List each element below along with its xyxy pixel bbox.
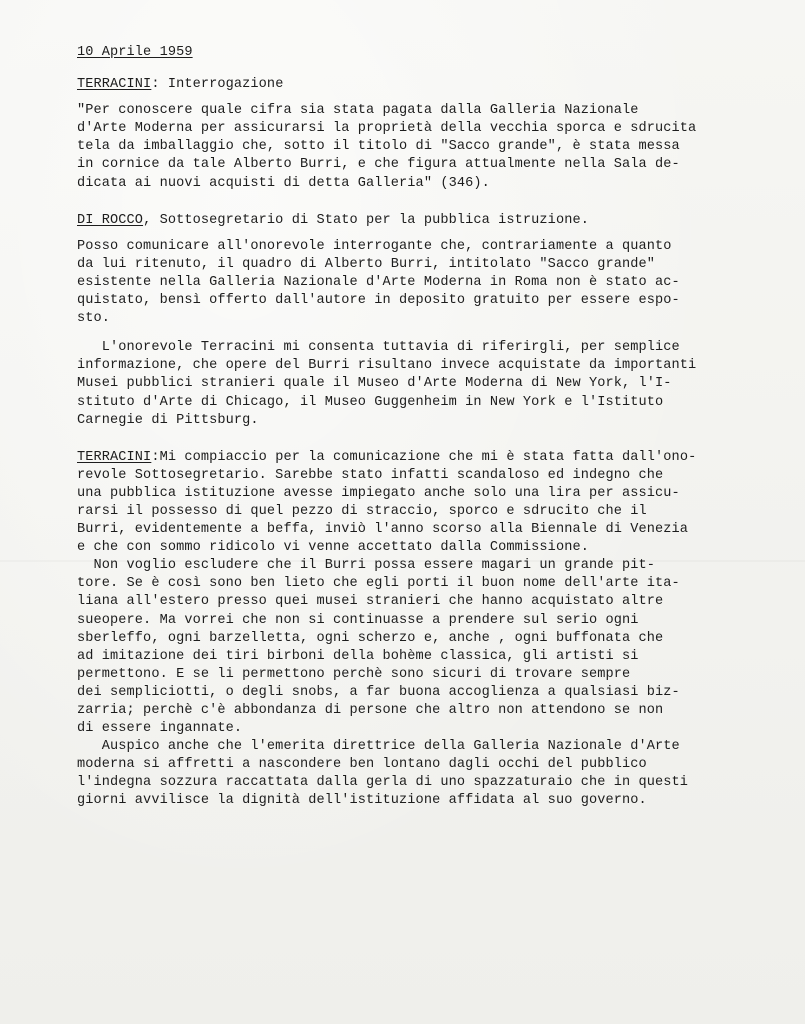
text-line: tore. Se è così sono ben lieto che egli porti il buon nome dell'arte ita- bbox=[77, 576, 680, 592]
text-line: sberleffo, ogni barzelletta, ogni scherzo e, anche , ogni buffonata che bbox=[77, 630, 664, 646]
text-line: revole Sottosegretario. Sarebbe stato infatti scandaloso ed indegno che bbox=[77, 467, 664, 483]
section3-body bbox=[77, 449, 789, 811]
text-line: "Per conoscere quale cifra sia stata pagata dalla Galleria Nazionale bbox=[77, 103, 639, 119]
heading-text: , Sottosegretario di Stato per la pubblica istruzione. bbox=[143, 212, 589, 228]
typewritten-text bbox=[77, 44, 789, 811]
text-line: sueopere. Ma vorrei che non si continuasse a prendere sul serio ogni bbox=[77, 612, 639, 628]
section1-body bbox=[77, 102, 789, 192]
text-line: in cornice da tale Alberto Burri, e che figura attualmente nella Sala de- bbox=[77, 157, 680, 173]
text-line: d'Arte Moderna per assicurarsi la proprietà della vecchia sporca e sdrucita bbox=[77, 121, 697, 137]
text-line: esistente nella Galleria Nazionale d'Arte Moderna in Roma non è stato ac- bbox=[77, 274, 680, 290]
section1-heading bbox=[77, 76, 789, 94]
text-line: Posso comunicare all'onorevole interrogante che, contrariamente a quanto bbox=[77, 238, 672, 254]
section2-heading bbox=[77, 212, 789, 230]
text-line: dicata ai nuovi acquisti di detta Galleria" (346). bbox=[77, 175, 490, 191]
text-line: permettono. E se li permettono perchè sono sicuri di trovare sempre bbox=[77, 666, 631, 682]
speaker-name: TERRACINI bbox=[77, 77, 152, 93]
text-line: Auspico anche che l'emerita direttrice della Galleria Nazionale d'Arte bbox=[77, 739, 680, 755]
text-line: L'onorevole Terracini mi consenta tuttavia di riferirgli, per semplice bbox=[77, 340, 680, 356]
text-line: dei sempliciotti, o degli snobs, a far buona accoglienza a qualsiasi biz- bbox=[77, 684, 680, 700]
speaker-name: DI ROCCO bbox=[77, 212, 144, 228]
text-line: stituto d'Arte di Chicago, il Museo Guggenheim in New York e l'Istituto bbox=[77, 394, 664, 410]
text-line: Carnegie di Pittsburg. bbox=[77, 412, 259, 428]
text-line: liana all'estero presso quei musei stranieri che hanno acquistato altre bbox=[77, 594, 664, 610]
text-line: ad imitazione dei tiri birboni della bohème classica, gli artisti si bbox=[77, 648, 639, 664]
text-line: quistato, bensì offerto dall'autore in deposito gratuito per essere espo- bbox=[77, 293, 680, 309]
section2-para2 bbox=[77, 339, 789, 429]
text-line: zarria; perchè c'è abbondanza di persone che altro non attendono se non bbox=[77, 703, 664, 718]
text-line: da lui ritenuto, il quadro di Alberto Burri, intitolato "Sacco grande" bbox=[77, 256, 656, 272]
section3-first-line bbox=[77, 449, 789, 467]
text-line: una pubblica istituzione avesse impiegato anche solo una lira per assicu- bbox=[77, 485, 680, 501]
speaker-name: TERRACINI bbox=[77, 449, 152, 465]
text-line: informazione, che opere del Burri risultano invece acquistate da importanti bbox=[77, 358, 697, 374]
text-line: moderna si affretti a nascondere ben lontano dagli occhi del pubblico bbox=[77, 757, 647, 773]
text-line: :Mi compiaccio per la comunicazione che mi è stata fatta dall'ono- bbox=[151, 449, 697, 465]
date-text: 10 Aprile 1959 bbox=[77, 45, 193, 60]
text-line: rarsi il possesso di quel pezzo di straccio, sporco e sdrucito che il bbox=[77, 503, 647, 519]
document-date bbox=[77, 44, 789, 62]
text-line: giorni avvilisce la dignità dell'istituzione affidata al suo governo. bbox=[77, 793, 647, 809]
heading-text: : Interrogazione bbox=[151, 77, 284, 93]
text-line: sto. bbox=[77, 311, 111, 327]
text-line: Musei pubblici stranieri quale il Museo d'Arte Moderna di New York, l'I- bbox=[77, 376, 672, 392]
text-line: tela da imballaggio che, sotto il titolo di "Sacco grande", è stata messa bbox=[77, 139, 680, 155]
text-line: di essere ingannate. bbox=[77, 721, 243, 737]
text-line: Non voglio escludere che il Burri possa essere magari un grande pit- bbox=[77, 558, 656, 574]
text-line: l'indegna sozzura raccattata dalla gerla di uno spazzaturaio che in questi bbox=[77, 775, 689, 791]
text-line: Burri, evidentemente a beffa, inviò l'anno scorso alla Biennale di Venezia bbox=[77, 522, 689, 538]
text-line: e che con sommo ridicolo vi venne accettato dalla Commissione. bbox=[77, 540, 589, 556]
section2-para1 bbox=[77, 238, 789, 328]
